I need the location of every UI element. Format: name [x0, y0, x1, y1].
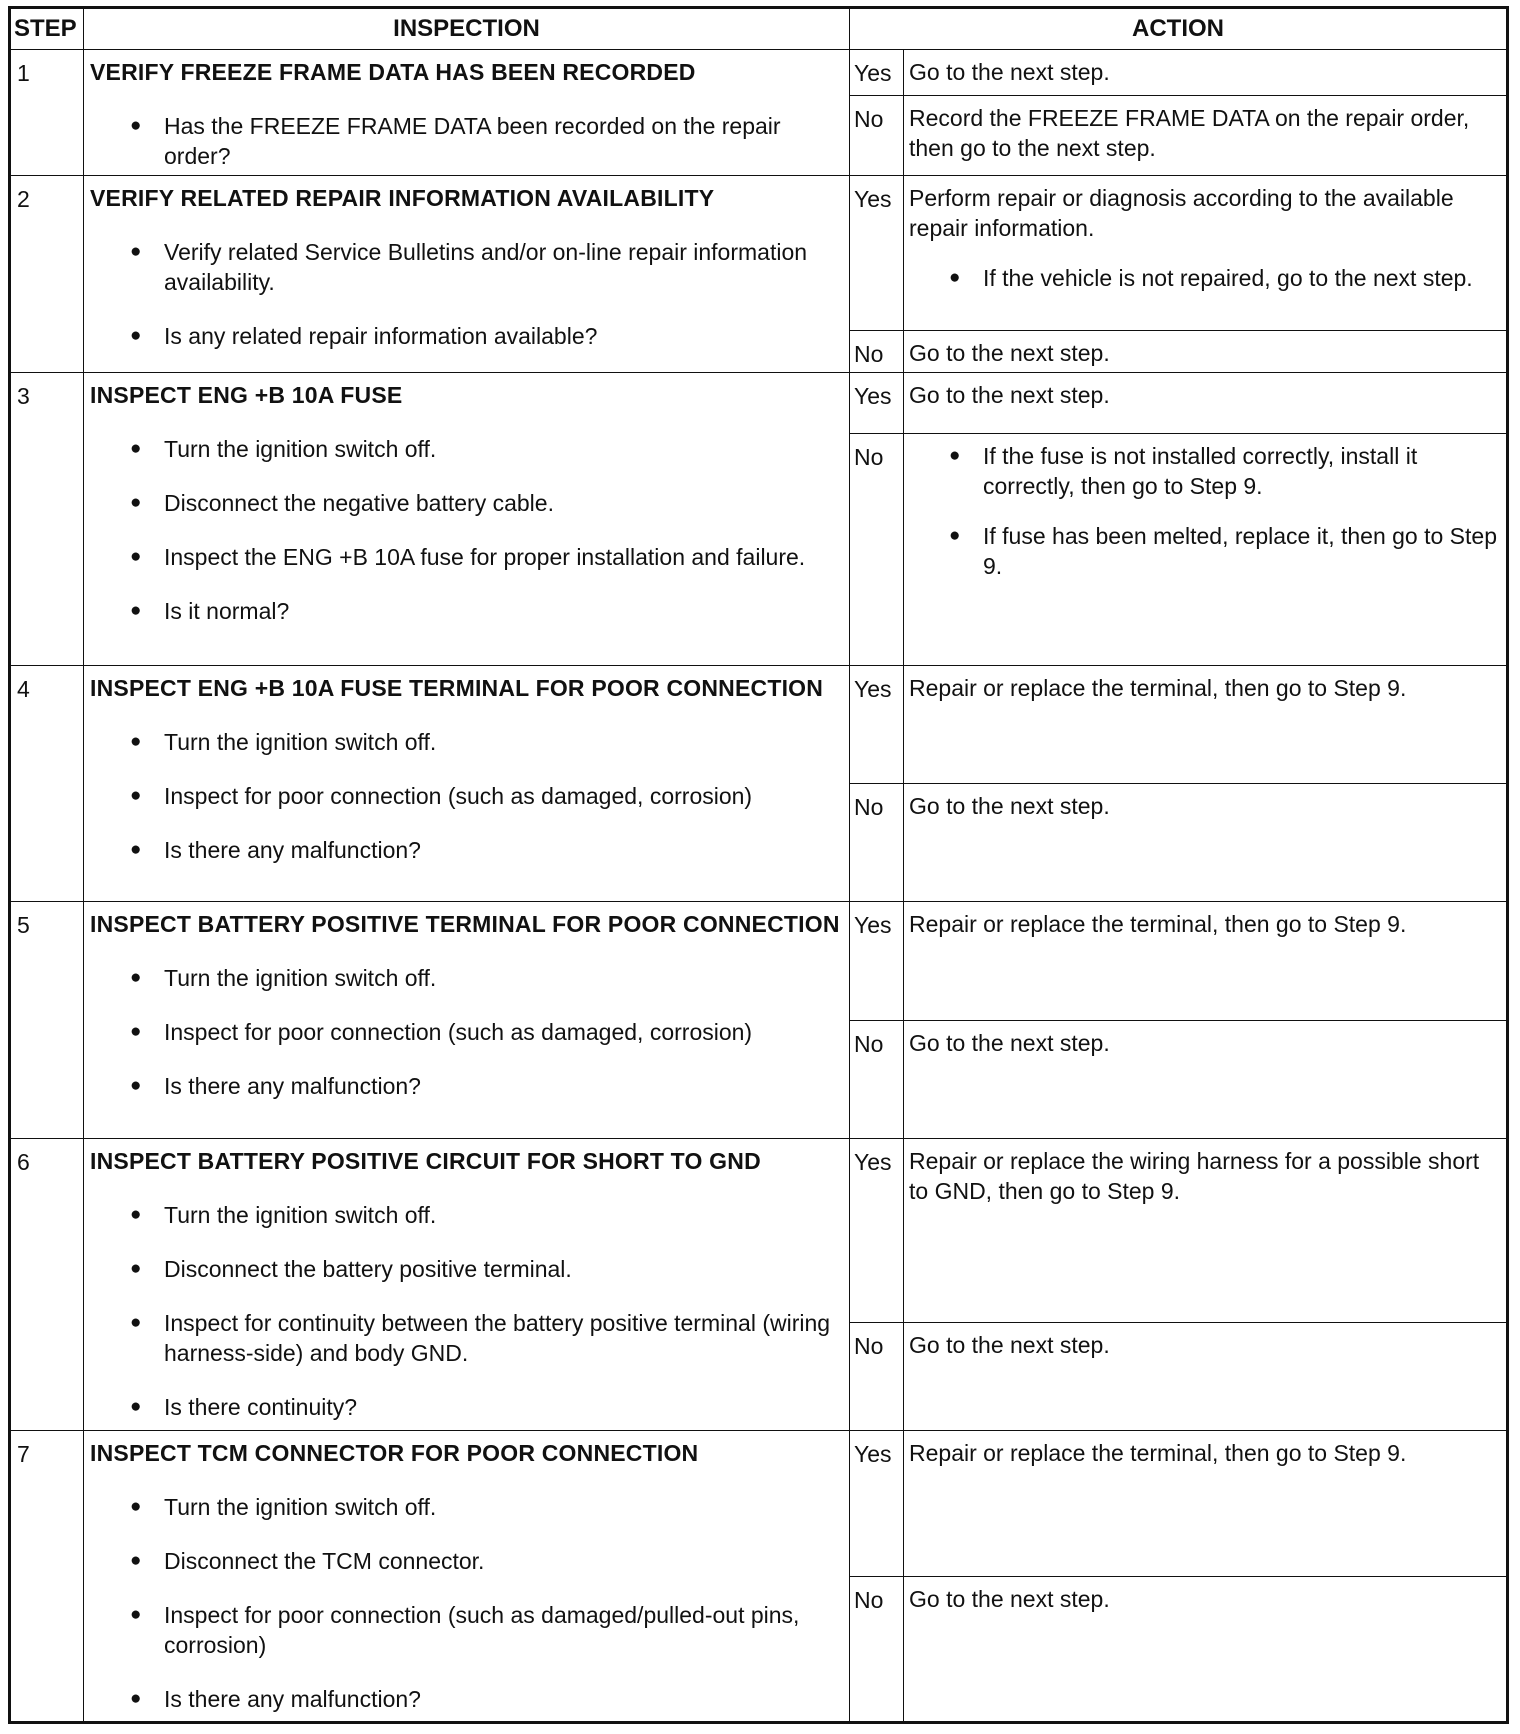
no-action: Go to the next step. — [904, 1577, 1508, 1723]
action-bullet: ● If the fuse is not installed correctly, install it correctly, then go to Step 9. — [909, 441, 1498, 501]
step-number: 7 — [10, 1431, 84, 1723]
inspection-bullet: ● Verify related Service Bulletins and/or on-line repair information availability. — [90, 237, 841, 297]
inspection-bullet: ● Is there any malfunction? — [90, 1684, 841, 1714]
action-bullet: ● If the vehicle is not repaired, go to the next step. — [909, 263, 1498, 293]
step-number: 6 — [10, 1139, 84, 1431]
no-label: No — [850, 1323, 904, 1431]
no-action: Record the FREEZE FRAME DATA on the repair order, then go to the next step. — [904, 96, 1508, 176]
inspection-bullet: ● Is there continuity? — [90, 1392, 841, 1422]
inspection-bullet: ● Turn the ignition switch off. — [90, 727, 841, 757]
yes-label: Yes — [850, 902, 904, 1021]
yes-action: Perform repair or diagnosis according to the available repair information. — [909, 185, 1454, 241]
yes-action: Go to the next step. — [904, 50, 1508, 96]
no-action: Go to the next step. — [904, 1021, 1508, 1139]
inspection-title: INSPECT ENG +B 10A FUSE — [90, 382, 403, 408]
table-row-step-7-yes — [10, 1431, 1508, 1577]
inspection-cell — [84, 1139, 850, 1431]
inspection-bullet: ● Turn the ignition switch off. — [90, 434, 841, 464]
step-number: 4 — [10, 666, 84, 902]
inspection-bullet: ● Inspect for poor connection (such as damaged/pulled-out pins, corrosion) — [90, 1600, 841, 1660]
table-row-step-5-yes — [10, 902, 1508, 1021]
no-label: No — [850, 1021, 904, 1139]
header-row — [10, 8, 1508, 50]
inspection-bullet: ● Inspect the ENG +B 10A fuse for proper installation and failure. — [90, 542, 841, 572]
no-action: Go to the next step. — [904, 1323, 1508, 1431]
inspection-cell — [84, 176, 850, 373]
inspection-title: INSPECT BATTERY POSITIVE CIRCUIT FOR SHORT TO GND — [90, 1148, 761, 1174]
inspection-title: INSPECT BATTERY POSITIVE TERMINAL FOR POOR CONNECTION — [90, 911, 840, 937]
inspection-bullet: ● Is any related repair information available? — [90, 321, 841, 351]
yes-label: Yes — [850, 666, 904, 784]
inspection-title: VERIFY FREEZE FRAME DATA HAS BEEN RECORDED — [90, 59, 696, 85]
table-row-step-3-yes — [10, 373, 1508, 434]
inspection-cell — [84, 902, 850, 1139]
yes-label: Yes — [850, 373, 904, 434]
header-step: STEP — [10, 8, 84, 50]
inspection-title: VERIFY RELATED REPAIR INFORMATION AVAILABILITY — [90, 185, 715, 211]
no-label: No — [850, 331, 904, 373]
inspection-bullet: ● Turn the ignition switch off. — [90, 1200, 841, 1230]
step-number: 5 — [10, 902, 84, 1139]
no-label: No — [850, 96, 904, 176]
yes-action: Repair or replace the wiring harness for a possible short to GND, then go to Step 9. — [904, 1139, 1508, 1323]
yes-label: Yes — [850, 1139, 904, 1323]
yes-label: Yes — [850, 1431, 904, 1577]
table-row-step-1-yes — [10, 50, 1508, 96]
inspection-cell — [84, 1431, 850, 1723]
no-action: Go to the next step. — [904, 331, 1508, 373]
inspection-bullet: ● Inspect for poor connection (such as damaged, corrosion) — [90, 781, 841, 811]
inspection-bullet: ● Turn the ignition switch off. — [90, 963, 841, 993]
inspection-cell — [84, 50, 850, 176]
yes-action: Repair or replace the terminal, then go to Step 9. — [904, 1431, 1508, 1577]
no-action-cell — [904, 434, 1508, 666]
no-label: No — [850, 434, 904, 666]
yes-action: Go to the next step. — [904, 373, 1508, 434]
inspection-bullet: ● Turn the ignition switch off. — [90, 1492, 841, 1522]
inspection-cell — [84, 373, 850, 666]
inspection-bullet: ● Inspect for continuity between the battery positive terminal (wiring harness-side) and body GND. — [90, 1308, 841, 1368]
yes-action-cell — [904, 176, 1508, 331]
diagnostic-table — [8, 6, 1509, 1724]
yes-label: Yes — [850, 176, 904, 331]
inspection-title: INSPECT ENG +B 10A FUSE TERMINAL FOR POOR CONNECTION — [90, 675, 824, 701]
yes-action: Repair or replace the terminal, then go to Step 9. — [904, 666, 1508, 784]
header-inspection: INSPECTION — [84, 8, 850, 50]
yes-label: Yes — [850, 50, 904, 96]
yes-action: Repair or replace the terminal, then go to Step 9. — [904, 902, 1508, 1021]
step-number: 2 — [10, 176, 84, 373]
table-row-step-4-yes — [10, 666, 1508, 784]
inspection-bullet: ● Is it normal? — [90, 596, 841, 626]
step-number: 3 — [10, 373, 84, 666]
inspection-bullet: ● Is there any malfunction? — [90, 1071, 841, 1101]
no-label: No — [850, 1577, 904, 1723]
inspection-bullet: ● Disconnect the negative battery cable. — [90, 488, 841, 518]
inspection-bullet: ● Has the FREEZE FRAME DATA been recorded on the repair order? — [90, 111, 841, 171]
inspection-bullet: ● Disconnect the battery positive terminal. — [90, 1254, 841, 1284]
no-action: Go to the next step. — [904, 784, 1508, 902]
action-bullet: ● If fuse has been melted, replace it, then go to Step 9. — [909, 521, 1498, 581]
table-row-step-2-yes — [10, 176, 1508, 331]
inspection-bullet: ● Disconnect the TCM connector. — [90, 1546, 841, 1576]
no-label: No — [850, 784, 904, 902]
table-row-step-6-yes — [10, 1139, 1508, 1323]
header-action: ACTION — [850, 8, 1508, 50]
inspection-cell — [84, 666, 850, 902]
inspection-bullet: ● Inspect for poor connection (such as damaged, corrosion) — [90, 1017, 841, 1047]
inspection-bullet: ● Is there any malfunction? — [90, 835, 841, 865]
inspection-title: INSPECT TCM CONNECTOR FOR POOR CONNECTION — [90, 1440, 699, 1466]
step-number: 1 — [10, 50, 84, 176]
